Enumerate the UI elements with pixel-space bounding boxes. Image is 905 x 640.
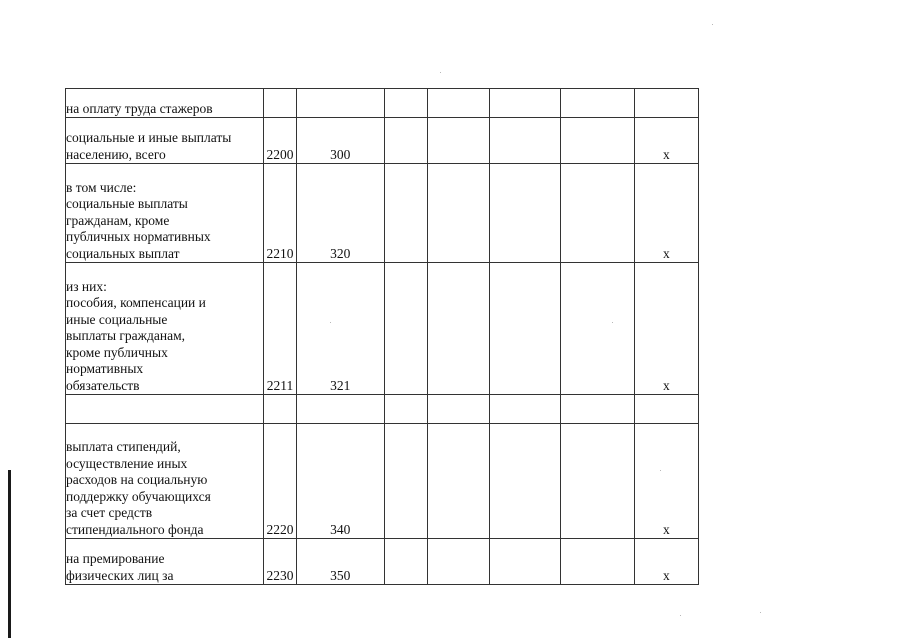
kosgu-cell [297, 89, 384, 118]
line-code-cell: 2200 [263, 118, 296, 164]
empty-cell [427, 118, 489, 164]
empty-cell [427, 424, 489, 539]
empty-cell [384, 424, 427, 539]
scan-speck [712, 24, 713, 25]
table-row [66, 263, 699, 395]
x-mark-cell [634, 395, 698, 424]
table-row [66, 164, 699, 263]
empty-cell [427, 395, 489, 424]
empty-cell [561, 539, 634, 585]
x-mark-cell: x [634, 164, 698, 263]
table-row [66, 89, 699, 118]
row-name-cell: на премирование физических лиц за [66, 539, 264, 585]
empty-cell [489, 395, 560, 424]
kosgu-cell [297, 395, 384, 424]
empty-cell [489, 118, 560, 164]
kosgu-cell: 321 [297, 263, 384, 395]
empty-cell [427, 89, 489, 118]
kosgu-cell: 350 [297, 539, 384, 585]
empty-cell [384, 89, 427, 118]
empty-cell [427, 263, 489, 395]
empty-cell [489, 89, 560, 118]
line-code-cell: 2211 [263, 263, 296, 395]
empty-cell [427, 164, 489, 263]
row-name-cell: выплата стипендий, осуществление иных расходов на социальную поддержку обучающихся за счет средств стипендиального фонда [66, 424, 264, 539]
line-code-cell [263, 89, 296, 118]
empty-cell [489, 263, 560, 395]
empty-cell [561, 118, 634, 164]
kosgu-cell: 340 [297, 424, 384, 539]
empty-cell [427, 539, 489, 585]
empty-cell [384, 118, 427, 164]
table-row [66, 539, 699, 585]
row-name-cell: из них: пособия, компенсации и иные социальные выплаты гражданам, кроме публичных нормативных обязательств [66, 263, 264, 395]
line-code-cell: 2210 [263, 164, 296, 263]
table-row [66, 118, 699, 164]
scan-speck [440, 72, 441, 73]
scan-edge-mark [8, 470, 11, 638]
row-name-cell [66, 395, 264, 424]
x-mark-cell: x [634, 118, 698, 164]
financial-report-table [65, 88, 699, 585]
line-code-cell [263, 395, 296, 424]
row-name-cell: в том числе: социальные выплаты гражданам, кроме публичных нормативных социальных выплат [66, 164, 264, 263]
x-mark-cell: x [634, 424, 698, 539]
scan-speck [680, 615, 681, 616]
empty-cell [489, 164, 560, 263]
empty-cell [561, 395, 634, 424]
empty-cell [561, 263, 634, 395]
empty-cell [384, 263, 427, 395]
table-row [66, 395, 699, 424]
row-name-cell: социальные и иные выплаты населению, всего [66, 118, 264, 164]
empty-cell [489, 424, 560, 539]
empty-cell [384, 395, 427, 424]
empty-cell [489, 539, 560, 585]
empty-cell [561, 164, 634, 263]
empty-cell [561, 89, 634, 118]
line-code-cell: 2220 [263, 424, 296, 539]
line-code-cell: 2230 [263, 539, 296, 585]
table-row [66, 424, 699, 539]
kosgu-cell: 320 [297, 164, 384, 263]
kosgu-cell: 300 [297, 118, 384, 164]
row-name-cell: на оплату труда стажеров [66, 89, 264, 118]
x-mark-cell [634, 89, 698, 118]
x-mark-cell: x [634, 263, 698, 395]
empty-cell [561, 424, 634, 539]
empty-cell [384, 539, 427, 585]
x-mark-cell: x [634, 539, 698, 585]
scan-speck [760, 612, 761, 613]
empty-cell [384, 164, 427, 263]
